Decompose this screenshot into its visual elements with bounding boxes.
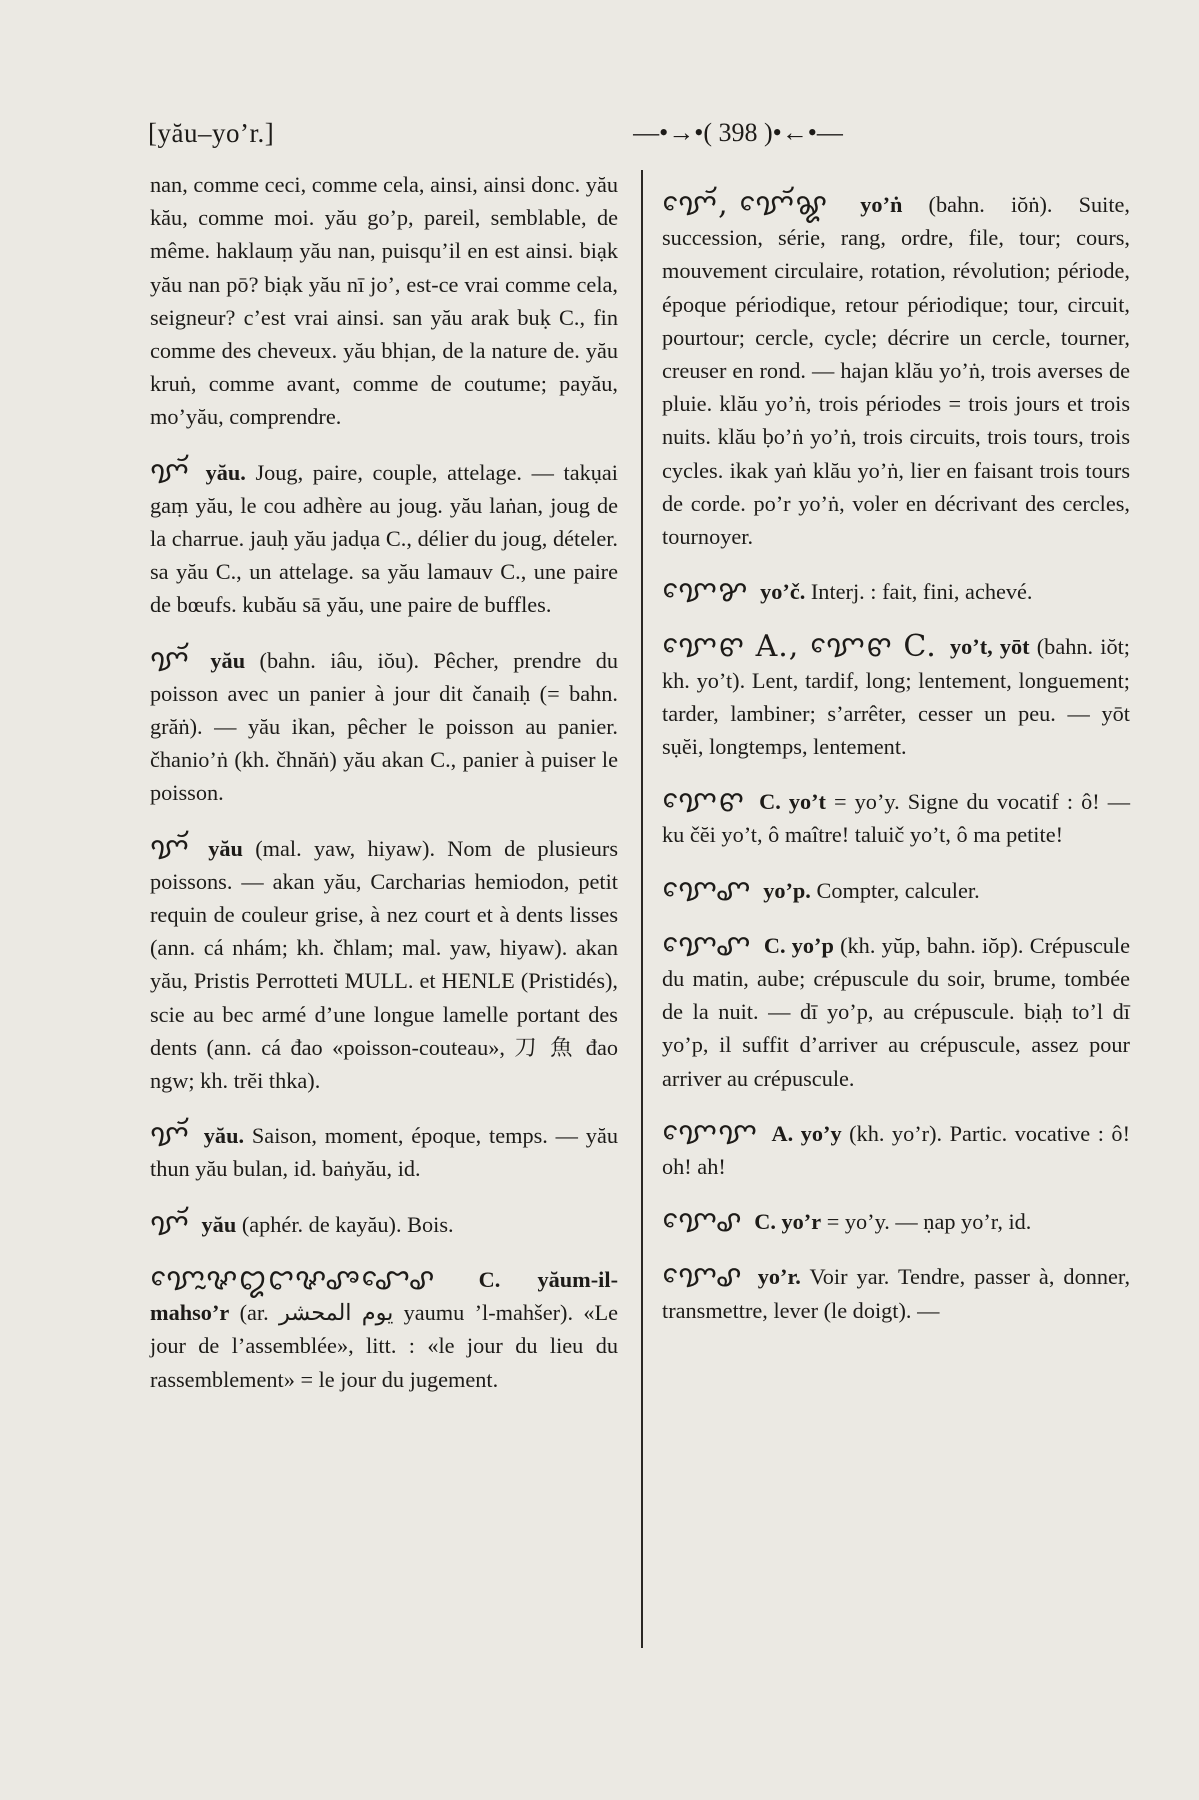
cham-script: ꨢꨯꨣ	[662, 1204, 743, 1240]
cham-script: ꨢꨯꨓ A., ꨢꨯꨓ C.	[662, 629, 937, 665]
headword: yo’č.	[760, 579, 806, 605]
entry-text: (bahn. iâu, iŏu). Pêcher, prendre du poisson avec un panier à jour dit čanaiḥ (= bahn. grăṅ). — yău ikan, pêcher le poisson au panier. čhanio’ṅ (kh. čhnăṅ) yău akan C., panier à puiser le poisson.	[150, 647, 619, 806]
cham-script: ꨢꨯꨚ	[662, 872, 752, 908]
cham-script: ꨢꨮ	[150, 642, 190, 678]
entry-text: Compter, calculer.	[816, 877, 980, 903]
cham-script: ꨢꨯꨣ	[662, 1259, 743, 1295]
cham-script: ꨢꨯꨚ	[662, 927, 752, 963]
dictionary-entry	[150, 456, 618, 622]
headword: C. yo’r	[754, 1209, 822, 1235]
entry-text: (kh. yo’r). Partic. vocative : ô! oh! ah!	[662, 1120, 1130, 1180]
headword: C. yăum-il-mahso’r	[150, 1266, 618, 1326]
dictionary-entry	[150, 1263, 618, 1396]
dictionary-entry	[150, 1208, 618, 1241]
headword: yău.	[205, 459, 246, 485]
headword: yău.	[203, 1123, 245, 1149]
cham-script: ꨢꨮ	[150, 454, 190, 490]
dictionary-entry	[150, 644, 618, 810]
dictionary-entry	[150, 168, 618, 434]
cham-script: ꨢꨮ	[150, 830, 190, 866]
entry-text: Joug, paire, couple, attelage. — takụai gaṃ yău, le cou adhère au joug. yău laṅan, joug de la charrue. jauḥ yău jadụa C., délier du joug, dételer. sa yău C., un attelage. sa yău lamauv C., une paire de bœufs. kubău sā yău, une paire de buffles.	[150, 459, 618, 618]
dictionary-entry	[662, 575, 1130, 608]
headword: yo’r.	[757, 1264, 801, 1290]
entry-text: (mal. yaw, hiyaw). Nom de plusieurs poissons. — akan yău, Carcharias hemiodon, petit requin de couleur grise, à nez court et à dents lisses (ann. cá nhám; kh. čhlam; mal. yaw, hiyaw). akan yău, Pristis Perrotteti MULL. et HENLE (Pristidés), scie au bec armé d’une longue lamelle portant des dents (ann. cá đao «poisson-couteau», 刀 魚 đao ngw; kh. trĕi thka).	[150, 835, 619, 1094]
cham-script: ꨢꨮ	[150, 1118, 190, 1154]
cham-script: ꨢꨯꨢ	[662, 1115, 759, 1151]
dictionary-entry	[662, 1260, 1130, 1326]
entry-text: Interj. : fait, fini, achevé.	[810, 579, 1033, 605]
dictionary-entry	[662, 929, 1130, 1095]
page-number: —•→•( 398 )•←•—	[633, 118, 843, 147]
headword: yo’p.	[763, 877, 811, 903]
dictionary-entry	[662, 785, 1130, 851]
column-divider	[641, 170, 643, 1648]
entry-text: Voir yar. Tendre, passer à, donner, transmettre, lever (le doigt). —	[662, 1264, 1131, 1323]
dictionary-entry	[150, 832, 618, 1098]
right-column	[662, 188, 1130, 1349]
entry-text: = yo’y. Signe du vocatif : ô! — ku čĕi yo’t, ô maître! taluič yo’t, ô ma petite!	[662, 789, 1131, 848]
page-header	[148, 118, 1158, 158]
entry-text: (bahn. iŏt; kh. yo’t). Lent, tardif, long; lentement, longuement; tarder, lambiner; s’arrêter, cesser un peu. — yōt sụĕi, longtemps, lentement.	[662, 634, 1130, 760]
headword: yo’ṅ	[860, 192, 903, 217]
cham-script: ꨢꨯꨌ	[662, 574, 749, 610]
headword: C. yo’p	[763, 932, 834, 958]
headword: yău	[210, 647, 246, 673]
entry-text: (aphér. de kayău). Bois.	[241, 1211, 454, 1237]
cham-script: ꨢꨮ	[150, 1206, 190, 1242]
headword: yău	[201, 1211, 237, 1237]
entry-text: (kh. yŭp, bahn. iŏp). Crépuscule du matin, aube; crépuscule du soir, brume, tombée de la nuit. — dī yo’p, au crépuscule. biạḥ to’l dī yo’p, il suffit d’arriver au crépuscule, assez pour arriver au crépuscule.	[662, 932, 1131, 1091]
entry-text: (bahn. iŏṅ). Suite, succession, série, rang, ordre, file, tour; cours, mouvement circulaire, rotation, révolution; période, époque périodique, retour périodique; tour, circuit, pourtour; cercle, cycle; décrire un cercle, tourner, creuser en rond. — hajan klău yo’ṅ, trois averses de pluie. klău yo’ṅ, trois périodes = trois jours et trois nuits. klău ḅo’ṅ yo’ṅ, trois circuits, trois tours, trois cycles. ikak yaṅ klău yo’ṅ, lier en faisant trois tours de corde. po’r yo’ṅ, voler en décrivant des cercles, tournoyer.	[662, 192, 1131, 550]
dictionary-entry	[662, 1205, 1130, 1238]
dictionary-entry	[662, 1117, 1130, 1183]
entry-text: nan, comme ceci, comme cela, ainsi, ainsi donc. yău kău, comme moi. yău go’p, pareil, semblable, de même. haklauṃ yău nan, puisqu’il en est ainsi. biạk yău nan pō? biạk yău nī jo’, est-ce vrai comme cela, seigneur? c’est vrai ainsi. san yău arak buḳ C., fin comme des cheveux. yău bhịan, de la nature de. yău kruṅ, comme avant, comme de coutume; payău, mo’yău, comprendre.	[150, 172, 618, 430]
running-head: [yău–yo’r.]	[148, 118, 275, 148]
headword: yău	[208, 835, 243, 861]
dictionary-entry	[662, 630, 1130, 763]
left-column	[150, 168, 618, 1418]
headword: A. yo’y	[771, 1120, 842, 1146]
dictionary-entry	[662, 188, 1130, 553]
entry-text: (ar. يوم المحشر yaumu ’l-mahšer). «Le jour de l’assemblée», litt. : «le jour du lieu du rassemblement» = le jour du jugement.	[150, 1300, 619, 1392]
dictionary-entry	[662, 874, 1130, 907]
headword: yo’t, yōt	[949, 634, 1030, 660]
cham-script: ꨢꨯꨮ, ꨢꨯꨮꨘ	[662, 187, 829, 222]
cham-script: ꨢꨯꨓ	[662, 784, 746, 820]
headword: C. yo’t	[759, 789, 826, 815]
entry-text: = yo’y. — ṇap yo’r, id.	[826, 1209, 1032, 1235]
entry-text: Saison, moment, époque, temps. — yău thun yău bulan, id. baṅyău, id.	[150, 1123, 618, 1182]
cham-script: ꨢꨯꨭꨟꨁꨤꨟꨨꨧꨯꨣ	[150, 1261, 436, 1297]
dictionary-entry	[150, 1119, 618, 1185]
